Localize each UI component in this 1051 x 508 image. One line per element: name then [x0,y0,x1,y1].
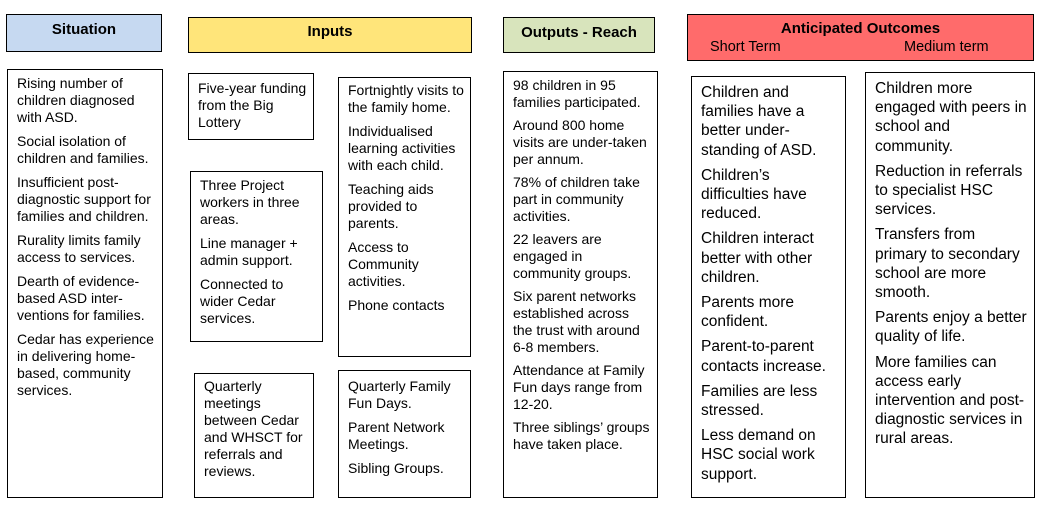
outputs-item: 78% of children take part in community activities. [513,174,640,224]
outputs-box [503,71,658,498]
situation-item: Social isolation of children and families. [17,133,149,166]
short-term-item: Children interact better with other children. [701,230,814,286]
inputs-staff-box [190,171,323,342]
short-term-box [691,76,846,498]
outputs-item: Three siblings’ groups have taken place. [513,419,650,452]
inputs-activities-box [338,77,471,357]
inputs-staff-item: Line manager + admin support. [200,235,298,268]
inputs-activities-item: Access to Community activities. [348,239,419,289]
inputs-header [188,17,472,53]
inputs-activities-item: Individualised learning activities with each child. [348,123,456,173]
medium-term-item: Children more engaged with peers in school and community. [875,80,1027,155]
outputs-item: Around 800 home visits are under-taken per annum. [513,117,647,167]
short-term-item: Children and families have a better under-standing of ASD. [701,84,817,159]
outputs-item: Six parent networks established across the trust with around 6-8 members. [513,288,640,355]
medium-term-item: Parents enjoy a better quality of life. [875,309,1027,346]
medium-term-box [865,72,1035,498]
outputs-header [503,17,655,53]
situation-item: Cedar has experience in delivering home-based, community services. [17,331,154,398]
outputs-item: Attendance at Family Fun days range from 12-20. [513,362,645,412]
outcomes-header-label: Anticipated Outcomes [780,20,941,37]
medium-term-item: Reduction in referrals to specialist HSC services. [875,162,1023,219]
inputs-funding-box [188,73,314,140]
short-term-item: Parents more confident. [701,294,795,331]
medium-term-label: Medium term [904,39,989,55]
inputs-staff-item: Connected to wider Cedar services. [200,276,284,326]
outputs-item: 98 children in 95 families participated. [513,77,641,110]
situation-item: Insufficient post-diagnostic support for families and children. [17,174,151,224]
situation-item: Rurality limits family access to services. [17,232,141,265]
medium-term-item: Transfers from primary to secondary school are more smooth. [875,226,1020,302]
inputs-meetings-item: Quarterly meetings between Cedar and WHSCT for referrals and reviews. [204,378,303,479]
inputs-funding-item: Five-year funding from the Big Lottery [198,80,307,130]
short-term-label: Short Term [710,39,781,55]
inputs-events-item: Quarterly Family Fun Days. [348,378,451,411]
outputs-item: 22 leavers are engaged in community groups. [513,231,632,281]
inputs-header-label: Inputs [307,23,353,40]
inputs-activities-item: Fortnightly visits to the family home. [348,82,464,115]
inputs-meetings-box [194,373,314,498]
inputs-staff-item: Three Project workers in three areas. [200,177,300,227]
situation-item: Dearth of evidence-based ASD inter-ventions for families. [17,273,145,323]
short-term-item: Children’s difficulties have reduced. [701,166,807,223]
short-term-item: Parent-to-parent contacts increase. [701,338,826,375]
inputs-events-box [338,370,471,498]
inputs-activities-item: Phone contacts [348,297,445,313]
short-term-item: Less demand on HSC social work support. [701,427,816,483]
outcomes-header [687,14,1034,61]
medium-term-item: More families can access early intervention and post-diagnostic services in rural areas. [875,353,1025,448]
situation-item: Rising number of children diagnosed with ASD. [17,75,135,125]
inputs-events-item: Sibling Groups. [348,460,444,476]
inputs-events-item: Parent Network Meetings. [348,419,445,452]
outputs-header-label: Outputs - Reach [521,24,637,41]
short-term-item: Families are less stressed. [701,382,818,420]
situation-header-label: Situation [51,21,117,38]
situation-box [7,69,163,498]
inputs-activities-item: Teaching aids provided to parents. [348,181,434,231]
situation-header [6,14,162,52]
